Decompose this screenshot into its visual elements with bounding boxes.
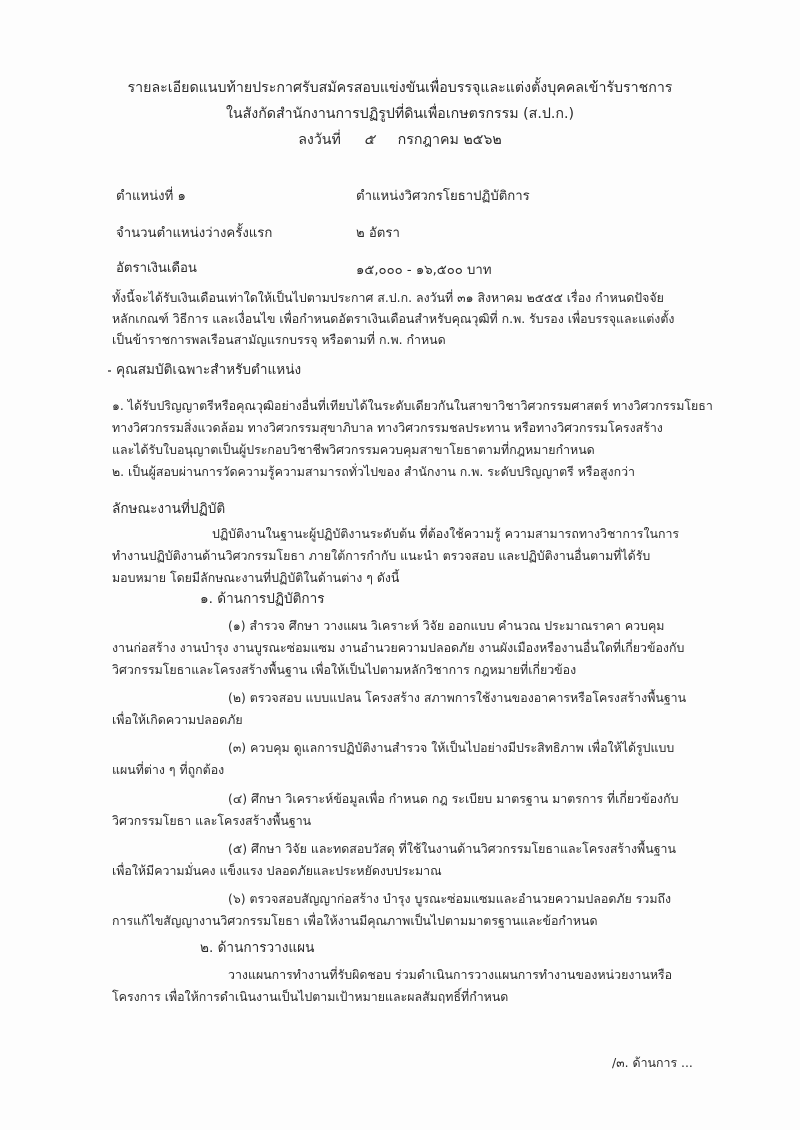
section1-title: ๑. ด้านการปฏิบัติการ <box>200 591 325 607</box>
document-title-line1: รายละเอียดแนบท้ายประกาศรับสมัครสอบแข่งขันเพื่อบรรจุและแต่งตั้งบุคคลเข้ารับราชการ <box>127 80 673 96</box>
position-label: ตำแหน่งที่ ๑ <box>116 189 186 204</box>
duties-heading: ลักษณะงานที่ปฏิบัติ <box>112 501 226 517</box>
duty-item-first-line: (๕) ศึกษา วิจัย และทดสอบวัสดุ ที่ใช้ในงานด้านวิศวกรรมโยธาและโครงสร้างพื้นฐาน <box>228 841 676 856</box>
duty-item-first-line: (๒) ตรวจสอบ แบบแปลน โครงสร้าง สภาพการใช้งานของอาคารหรือโครงสร้างพื้นฐาน <box>228 690 687 705</box>
section2-line: โครงการ เพื่อให้การดำเนินงานเป็นไปตามเป้าหมายและผลสัมฤทธิ์ที่กำหนด <box>112 989 509 1004</box>
date-month-year: กรกฎาคม ๒๕๖๒ <box>397 132 502 148</box>
salary-value: ๑๕,๐๐๐ - ๑๖,๕๐๐ บาท <box>356 263 492 278</box>
duty-item-line: เพื่อให้เกิดความปลอดภัย <box>112 712 243 727</box>
duty-item-line: วิศวกรรมโยธา และโครงสร้างพื้นฐาน <box>112 813 312 828</box>
qualification-line: และได้รับใบอนุญาตเป็นผู้ประกอบวิชาชีพวิศวกรรมควบคุมสาขาโยธาตามที่กฎหมายกำหนด <box>112 442 595 457</box>
vacancies-value: ๒ อัตรา <box>356 226 400 241</box>
duty-item-first-line: (๓) ควบคุม ดูแลการปฏิบัติงานสำรวจ ให้เป็นไปอย่างมีประสิทธิภาพ เพื่อให้ได้รูปแบบ <box>228 740 675 755</box>
duty-item-first-line: (๖) ตรวจสอบสัญญาก่อสร้าง บำรุง บูรณะซ่อมแซมและอำนวยความปลอดภัย รวมถึง <box>228 891 672 906</box>
section2-first-line: วางแผนการทำงานที่รับผิดชอบ ร่วมดำเนินการวางแผนการทำงานของหน่วยงานหรือ <box>228 967 673 982</box>
date-prefix: ลงวันที่ <box>298 132 341 148</box>
duty-item-line: งานก่อสร้าง งานบำรุง งานบูรณะซ่อมแซม งานอำนวยความปลอดภัย งานผังเมืองหรืองานอื่นใดที่เกี่ยวข้องกับ <box>112 640 685 655</box>
duties-intro-line: มอบหมาย โดยมีลักษณะงานที่ปฏิบัติในด้านต่าง ๆ ดังนี้ <box>112 570 400 585</box>
salary-note-line: หลักเกณฑ์ วิธีการ และเงื่อนไข เพื่อกำหนดอัตราเงินเดือนสำหรับคุณวุฒิที่ ก.พ. รับรอง เพื่อบรรจุและแต่งตั้ง <box>112 311 675 326</box>
qualification-line: ๑. ได้รับปริญญาตรีหรือคุณวุฒิอย่างอื่นที่เทียบได้ในระดับเดียวกันในสาขาวิชาวิศวกรรมศาสตร์ ทางวิศวกรรมโยธา <box>112 398 713 413</box>
duty-item-first-line: (๑) สำรวจ ศึกษา วางแผน วิเคราะห์ วิจัย ออกแบบ คำนวณ ประมาณราคา ควบคุม <box>228 618 665 633</box>
duty-item-line: เพื่อให้มีความมั่นคง แข็งแรง ปลอดภัยและประหยัดงบประมาณ <box>112 863 442 878</box>
position-value: ตำแหน่งวิศวกรโยธาปฏิบัติการ <box>356 189 530 204</box>
qualification-line: ๒. เป็นผู้สอบผ่านการวัดความรู้ความสามารถทั่วไปของ สำนักงาน ก.พ. ระดับปริญญาตรี หรือสูงกว่า <box>112 464 636 479</box>
date-day-handwritten: ๕ <box>363 132 375 148</box>
duty-item-first-line: (๔) ศึกษา วิเคราะห์ข้อมูลเพื่อ กำหนด กฎ ระเบียบ มาตรฐาน มาตรการ ที่เกี่ยวข้องกับ <box>228 791 679 806</box>
salary-label: อัตราเงินเดือน <box>116 261 197 276</box>
duties-intro-line: ปฏิบัติงานในฐานะผู้ปฏิบัติงานระดับต้น ที่ต้องใช้ความรู้ ความสามารถทางวิชาการในการ <box>212 526 680 541</box>
salary-note-line: ทั้งนี้จะได้รับเงินเดือนเท่าใดให้เป็นไปตามประกาศ ส.ป.ก. ลงวันที่ ๓๑ สิงหาคม ๒๕๕๕ เรื่อง กำหนดปัจจัย <box>112 290 664 305</box>
duties-intro-line: ทำงานปฏิบัติงานด้านวิศวกรรมโยธา ภายใต้การกำกับ แนะนำ ตรวจสอบ และปฏิบัติงานอื่นตามที่ได้รับ <box>112 548 651 563</box>
document-title-line2: ในสังกัดสำนักงานการปฏิรูปที่ดินเพื่อเกษตรกรรม (ส.ป.ก.) <box>225 106 575 122</box>
duty-item-line: การแก้ไขสัญญางานวิศวกรรมโยธา เพื่อให้งานมีคุณภาพเป็นไปตามมาตรฐานและข้อกำหนด <box>112 913 598 928</box>
vacancies-label: จำนวนตำแหน่งว่างครั้งแรก <box>116 226 273 241</box>
duty-item-line: วิศวกรรมโยธาและโครงสร้างพื้นฐาน เพื่อให้เป็นไปตามหลักวิชาการ กฎหมายที่เกี่ยวข้อง <box>112 662 577 677</box>
salary-note-line: เป็นข้าราชการพลเรือนสามัญแรกบรรจุ หรือตามที่ ก.พ. กำหนด <box>112 332 446 347</box>
continuation-marker: /๓. ด้านการ ... <box>612 1055 693 1070</box>
scan-mark <box>108 370 111 372</box>
qualification-line: ทางวิศวกรรมสิ่งแวดล้อม ทางวิศวกรรมสุขาภิบาล ทางวิศวกรรมชลประทาน หรือทางวิศวกรรมโครงสร้าง <box>112 420 663 435</box>
duty-item-line: แผนที่ต่าง ๆ ที่ถูกต้อง <box>112 762 225 777</box>
qualifications-heading: คุณสมบัติเฉพาะสำหรับตำแหน่ง <box>116 362 302 378</box>
section2-title: ๒. ด้านการวางแผน <box>200 940 315 956</box>
document-date <box>0 131 800 149</box>
